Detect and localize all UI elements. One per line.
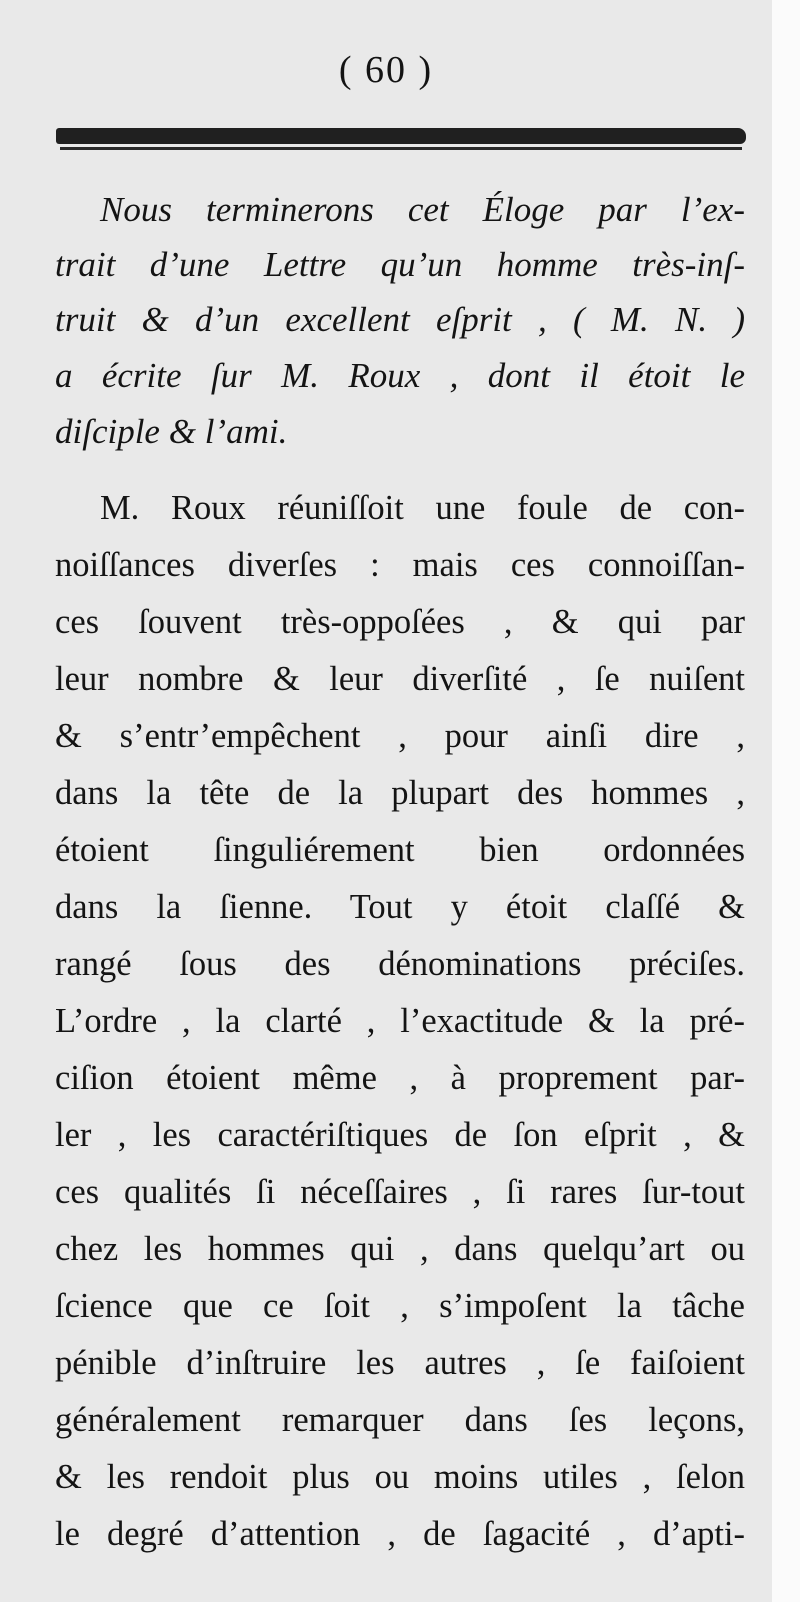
body-line: dans la ſienne. Tout y étoit claſſé &	[55, 888, 745, 926]
body-line: & s’entr’empêchent , pour ainſi dire ,	[55, 717, 745, 755]
intro-line: trait d’une Lettre qu’un homme très-inſ-	[55, 245, 745, 284]
intro-line: diſciple & l’ami.	[55, 412, 288, 451]
intro-line: truit & d’un excellent eſprit , ( M. N. )	[55, 300, 745, 339]
body-line: chez les hommes qui , dans quelqu’art ou	[55, 1230, 745, 1268]
body-line: leur nombre & leur diverſité , ſe nuiſent	[55, 660, 745, 698]
body-line: & les rendoit plus ou moins utiles , ſelon	[55, 1458, 745, 1496]
body-line: noiſſances diverſes : mais ces connoiſſan-	[55, 546, 745, 584]
body-line: rangé ſous des dénominations préciſes.	[55, 945, 745, 983]
body-line: ces ſouvent très-oppoſées , & qui par	[55, 603, 745, 641]
body-line: M. Roux réuniſſoit une foule de con-	[100, 489, 745, 527]
body-line: ſcience que ce ſoit , s’impoſent la tâche	[55, 1287, 745, 1325]
intro-line: Nous terminerons cet Éloge par l’ex-	[100, 190, 745, 229]
body-line: étoient ſinguliérement bien ordonnées	[55, 831, 745, 869]
body-line: pénible d’inſtruire les autres , ſe faiſoient	[55, 1344, 745, 1382]
body-line: ciſion étoient même , à proprement par-	[55, 1059, 745, 1097]
body-line: ler , les caractériſtiques de ſon eſprit , &	[55, 1116, 745, 1154]
page-number: ( 60 )	[338, 49, 434, 91]
intro-line: a écrite ſur M. Roux , dont il étoit le	[55, 356, 745, 395]
body-line: le degré d’attention , de ſagacité , d’apti-	[55, 1515, 745, 1553]
body-line: L’ordre , la clarté , l’exactitude & la pré-	[55, 1002, 745, 1040]
scan-margin	[772, 0, 800, 1602]
body-line: généralement remarquer dans ſes leçons,	[55, 1401, 745, 1439]
header-rule	[56, 128, 746, 144]
body-line: ces qualités ſi néceſſaires , ſi rares ſur-tout	[55, 1173, 745, 1211]
body-line: dans la tête de la plupart des hommes ,	[55, 774, 745, 812]
